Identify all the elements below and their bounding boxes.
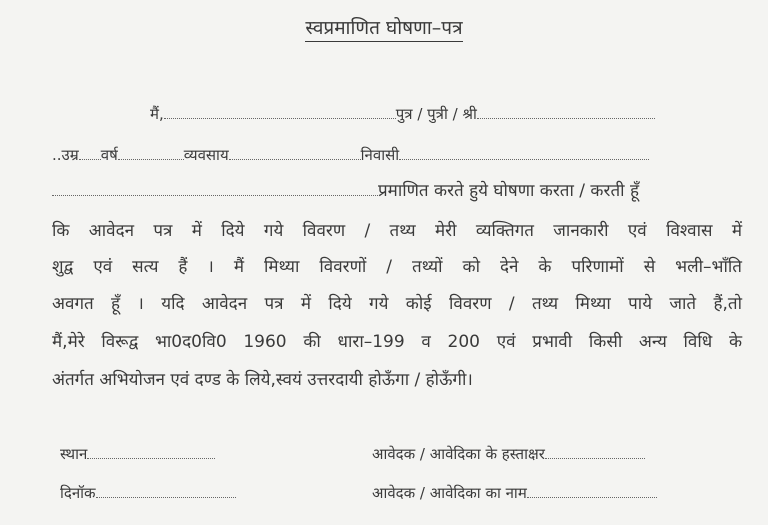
para-line-2: कि आवेदन पत्र में दिये गये विवरण / तथ्य मेरी व्यक्तिगत जानकारी एवं विश्वास में (52, 221, 742, 241)
signature-line (372, 443, 645, 465)
occupation-label: व्यवसाय (183, 146, 229, 164)
address-blank (52, 181, 378, 196)
year-label: वर्ष (100, 146, 118, 164)
resident-label: निवासी (360, 146, 400, 164)
name-blank (164, 104, 396, 119)
para-line-1: प्रमाणित करते हुये घोषणा करता / करती हूँ (52, 180, 639, 202)
place-line (60, 443, 215, 465)
applicant-name-line (372, 482, 657, 504)
age-occupation-line (52, 144, 649, 166)
signature-blank (545, 444, 645, 459)
date-label: दिनॉक (60, 484, 96, 502)
page-title: स्वप्रमाणित घोषणा–पत्र (0, 14, 768, 40)
age-blank (79, 145, 101, 160)
name-label: मैं, (150, 105, 164, 123)
applicant-name-blank (527, 483, 657, 498)
date-line (60, 482, 236, 504)
signature-label: आवेदक / आवेदिका के हस्ताक्षर (372, 445, 545, 463)
occupation-blank (229, 145, 361, 160)
age-label: ..उम्र (52, 146, 79, 164)
parent-label: पुत्र / पुत्री / श्री (395, 105, 477, 123)
place-label: स्थान (60, 445, 88, 463)
place-blank (87, 444, 215, 459)
para-line-4: अवगत हूँ । यदि आवेदन पत्र में दिये गये कोई विवरण / तथ्य मिथ्या पाये जाते हैं,तो (52, 294, 742, 314)
para-line-6: अंतर्गत अभियोजन एवं दण्ड के लिये,स्वयं उत्तरदायी होऊँगा / होऊँगी। (52, 370, 473, 390)
name-line (150, 103, 655, 125)
applicant-name-label: आवेदक / आवेदिका का नाम (372, 484, 527, 502)
year-blank (118, 145, 184, 160)
para-line-5: मैं,मेरे विरूद्व भा0द0वि0 1960 की धारा–199 व 200 एवं प्रभावी किसी अन्य विधि के (52, 332, 742, 352)
resident-blank (399, 145, 649, 160)
parent-blank (477, 104, 655, 119)
para-line-3: शुद्व एवं सत्य हैं । मैं मिथ्या विवरणों / तथ्यों को देने के परिणामों से भली–भाँति (52, 257, 742, 277)
date-blank (96, 483, 236, 498)
